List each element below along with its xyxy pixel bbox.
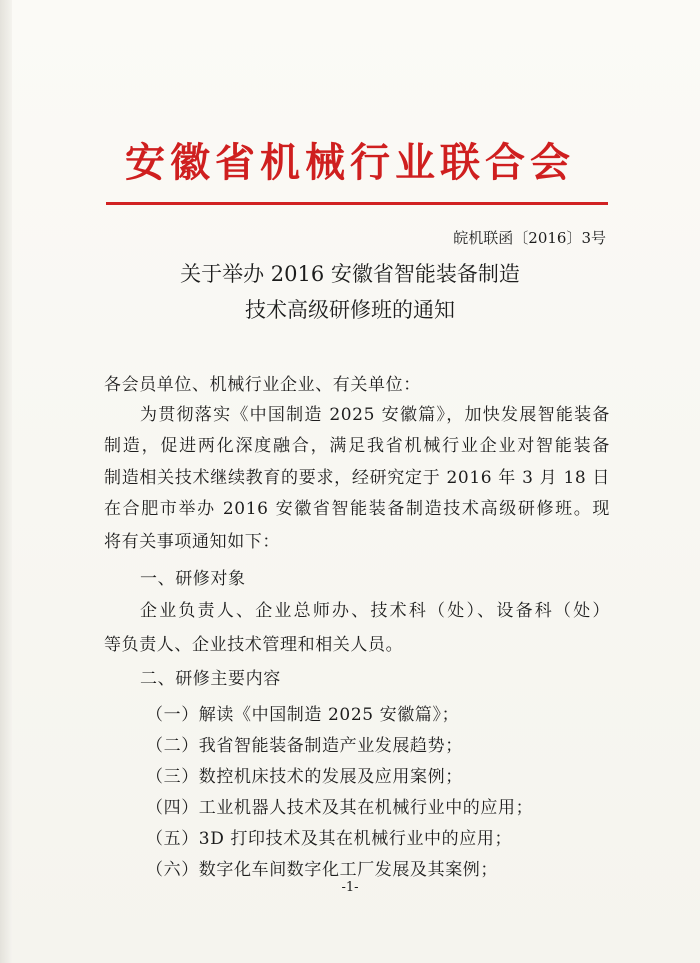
- content-list-item: （五）3D 打印技术及其在机械行业中的应用；: [146, 829, 513, 849]
- section-1-line: 等负责人、企业技术管理和相关人员。: [104, 635, 404, 655]
- paragraph-line: 在合肥市举办 2016 安徽省智能装备制造技术高级研修班。现: [104, 499, 610, 519]
- notice-title-line-1: 关于举办 2016 安徽省智能装备制造: [180, 262, 520, 286]
- content-list-item: （四）工业机器人技术及其在机械行业中的应用；: [146, 798, 534, 818]
- content-list-item: （一）解读《中国制造 2025 安徽篇》；: [146, 705, 460, 725]
- content-list-item: （二）我省智能装备制造产业发展趋势；: [146, 736, 463, 756]
- paragraph-line: 制造，促进两化深度融合，满足我省机械行业企业对智能装备: [104, 436, 610, 456]
- section-1-line: 企业负责人、企业总师办、技术科（处）、设备科（处）: [140, 601, 610, 621]
- paragraph-line: 制造相关技术继续教育的要求，经研究定于 2016 年 3 月 18 日: [104, 468, 610, 488]
- header-red-rule: [106, 202, 608, 205]
- notice-title-line-2: 技术高级研修班的通知: [245, 298, 455, 322]
- page-number: -1-: [341, 880, 359, 895]
- content-list-item: （六）数字化车间数字化工厂发展及其案例；: [146, 860, 498, 880]
- section-heading-2: 二、研修主要内容: [140, 669, 281, 689]
- document-number: 皖机联函〔2016〕3号: [453, 229, 606, 247]
- section-heading-1: 一、研修对象: [140, 569, 246, 589]
- paragraph-line: 为贯彻落实《中国制造 2025 安徽篇》，加快发展智能装备: [140, 405, 610, 425]
- paragraph-line: 将有关事项通知如下：: [104, 532, 280, 552]
- salutation: 各会员单位、机械行业企业、有关单位：: [104, 375, 421, 395]
- org-header-title: 安徽省机械行业联合会: [125, 139, 575, 186]
- content-list-item: （三）数控机床技术的发展及应用案例；: [146, 767, 463, 787]
